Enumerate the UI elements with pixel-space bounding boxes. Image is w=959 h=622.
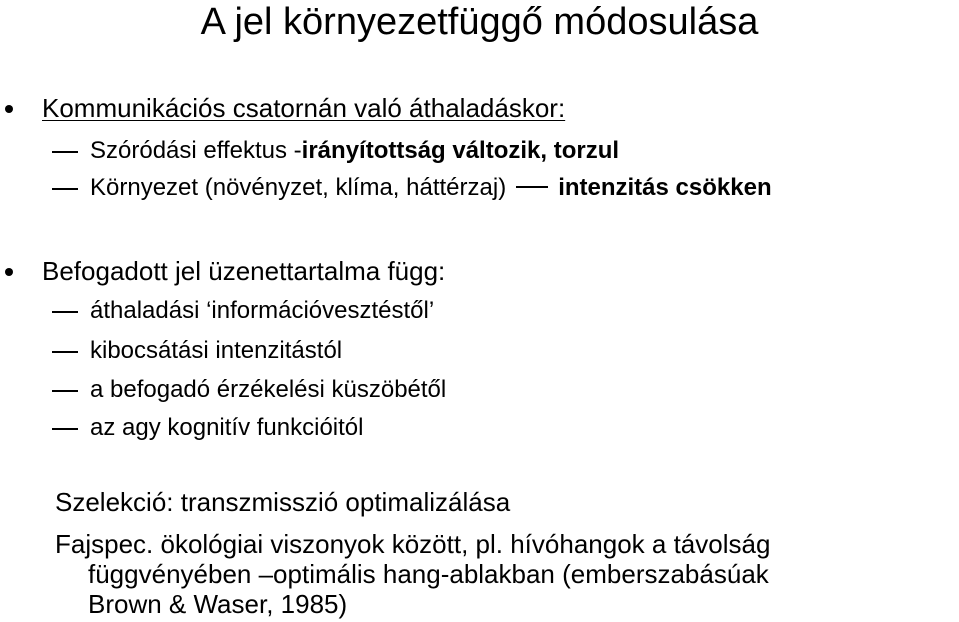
selection-line: Szelekció: transzmisszió optimalizálása [55,487,511,517]
sub-item-bold-text: intenzitás csökken [558,174,772,201]
sub-item-information-loss [90,296,434,326]
dash-icon [52,390,78,392]
sub-item-bold-text: irányítottság változik, torzul [301,137,620,164]
sub-item-text: áthaladási ‘információvesztéstől’ [90,297,435,324]
dash-icon [52,311,78,313]
dash-icon [52,428,78,430]
bullet-dot-icon [5,268,13,276]
citation-line: Brown & Waser, 1985) [88,589,348,619]
sub-item-scattering [90,136,619,166]
sub-item-text: Szóródási effektus - [90,137,302,164]
sub-item-threshold [90,375,446,405]
bullet-text: Kommunikációs csatornán való áthaladáskor: [42,93,566,123]
bullet-received-signal [42,255,445,287]
dash-icon [52,351,78,353]
dash-icon [52,151,78,153]
sub-item-text: kibocsátási intenzitástól [90,337,343,364]
bullet-communication-channel [42,92,565,124]
sub-item-environment [90,173,772,203]
fajspec-line: Fajspec. ökológiai viszonyok között, pl. hívóhangok a távolság [55,529,771,559]
dash-icon [516,186,548,188]
bullet-dot-icon [5,105,13,113]
sub-item-text: a befogadó érzékelési küszöbétől [90,376,447,403]
dash-icon [52,188,78,190]
sub-item-cognitive [90,413,363,443]
sub-item-text: Környezet (növényzet, klíma, háttérzaj) [90,174,507,201]
sub-item-emission-intensity [90,336,342,366]
fajspec-continuation-line: függvényében –optimális hang-ablakban (emberszabásúak [88,559,769,589]
bullet-text: Befogadott jel üzenettartalma függ: [42,256,446,286]
slide-title: A jel környezetfüggő módosulása [200,1,759,43]
sub-item-text: az agy kognitív funkcióitól [90,414,364,441]
